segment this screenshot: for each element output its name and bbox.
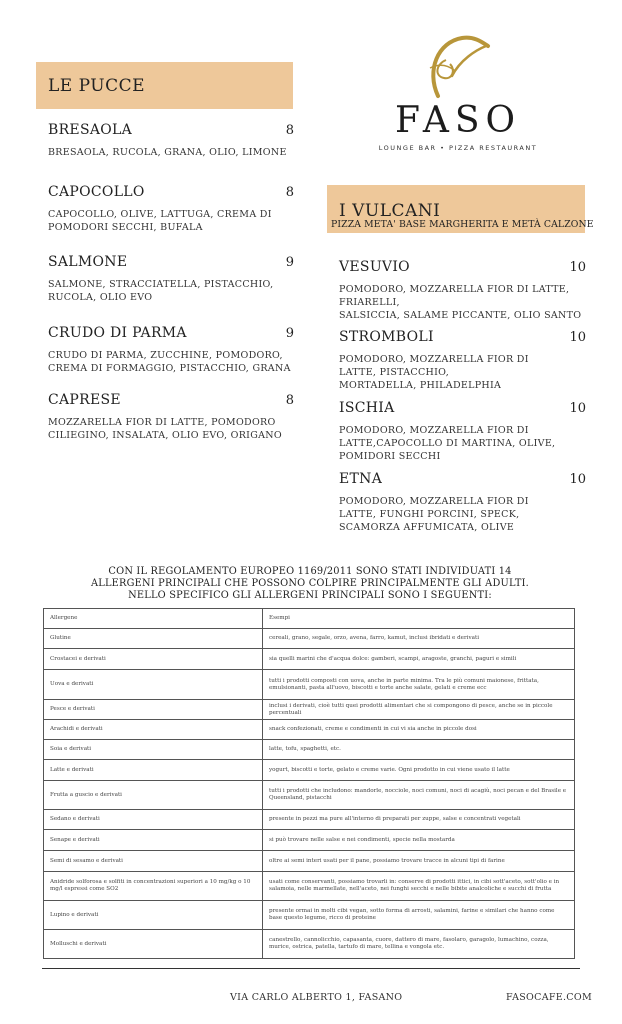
allergen-name: Uova e derivati [44, 670, 263, 700]
vulcani-item-desc: POMODORO, MOZZARELLA FIOR DI LATTE, FUNGHI PORCINI, SPECK, SCAMORZA AFFUMICATA, OLIVE [339, 496, 529, 533]
vulcani-item-name: VESUVIO [339, 259, 410, 275]
allergen-name: Lupino e derivati [44, 901, 263, 930]
pucce-item-desc: CRUDO DI PARMA, ZUCCHINE, POMODORO, CREMA DI FORMAGGIO, PISTACCHIO, GRANA [48, 350, 291, 374]
pucce-item-name: CRUDO DI PARMA [48, 325, 187, 341]
le-pucce-title: LE PUCCE [48, 76, 145, 96]
vulcani-item-desc: POMODORO, MOZZARELLA FIOR DI LATTE, FRIARELLI, SALSICCIA, SALAME PICCANTE, OLIO SANTO [339, 284, 582, 321]
pucce-item-price: 8 [285, 393, 294, 408]
allergen-examples: inclusi i derivati, cioè tutti quei prodotti alimentari che si compongono di pesce, anche se in piccole percentuali [263, 700, 575, 720]
pucce-item-desc: BRESAOLA, RUCOLA, GRANA, OLIO, LIMONE [48, 147, 287, 158]
pucce-item-price: 9 [285, 326, 294, 341]
allergen-name: Arachidi e derivati [44, 720, 263, 740]
allergen-name: Sedano e derivati [44, 810, 263, 830]
logo-name: FASO [394, 100, 522, 141]
pucce-item-desc: MOZZARELLA FIOR DI LATTE, POMODORO CILIEGINO, INSALATA, OLIO EVO, ORIGANO [48, 417, 282, 441]
allergen-examples: presente ormai in molti cibi vegan, sotto forma di arrosti, salamini, farine e similari che hanno come base questo legume, ricco di proteine [263, 901, 575, 930]
allergen-examples: sia quelli marini che d'acqua dolce: gamberi, scampi, aragoste, granchi, paguri e simili [263, 649, 575, 670]
pucce-item-desc: SALMONE, STRACCIATELLA, PISTACCHIO, RUCOLA, OLIO EVO [48, 279, 274, 303]
allergen-row [44, 629, 575, 649]
allergen-row [44, 740, 575, 760]
allergen-name: Glutine [44, 629, 263, 649]
allergens-header-examples: Esempi [263, 609, 575, 629]
allergen-examples: cereali, grano, segale, orzo, avena, farro, kamut, inclusi ibridati e derivati [263, 629, 575, 649]
allergen-examples: snack confezionati, creme e condimenti in cui vi sia anche in piccole dosi [263, 720, 575, 740]
allergen-row [44, 649, 575, 670]
allergen-row [44, 930, 575, 959]
allergen-name: Crostacei e derivati [44, 649, 263, 670]
vulcani-item-name: ISCHIA [339, 400, 395, 416]
allergen-name: Molluschi e derivati [44, 930, 263, 959]
allergen-name: Pesce e derivati [44, 700, 263, 720]
allergen-examples: presente in pezzi ma pure all'interno di preparati per zuppe, salse e concentrati vegetali [263, 810, 575, 830]
le-pucce-banner [36, 62, 293, 109]
allergens-table [43, 608, 575, 959]
allergen-examples: tutti i prodotti composti con uova, anche in parte minima. Tra le più comuni maionese, frittata, emulsionanti, pasta all'uovo, biscotti e torte anche salate, gelati e creme ecc [263, 670, 575, 700]
allergen-name: Semi di sesamo e derivati [44, 851, 263, 872]
footer-divider [42, 968, 580, 969]
allergens-header-row [44, 609, 575, 629]
vulcani-item-name: STROMBOLI [339, 329, 434, 345]
pucce-item-price: 9 [285, 255, 294, 270]
vulcani-item-desc: POMODORO, MOZZARELLA FIOR DI LATTE, PISTACCHIO, MORTADELLA, PHILADELPHIA [339, 354, 529, 391]
allergen-row [44, 670, 575, 700]
allergens-header-allergen: Allergene [44, 609, 263, 629]
allergen-name: Senape e derivati [44, 830, 263, 851]
vulcani-item-price: 10 [569, 401, 586, 416]
pucce-item-desc: CAPOCOLLO, OLIVE, LATTUGA, CREMA DI POMODORI SECCHI, BUFALA [48, 209, 272, 233]
pucce-item-name: CAPOCOLLO [48, 184, 145, 200]
vulcani-item-price: 10 [569, 260, 586, 275]
allergen-row [44, 810, 575, 830]
allergen-row [44, 851, 575, 872]
allergen-row [44, 700, 575, 720]
allergen-examples: tutti i prodotti che includono: mandorle, nocciole, noci comuni, noci di acagiù, noci pecan e del Brasile e Queensland, pistacchi [263, 781, 575, 810]
footer-website: FASOCAFE.COM [506, 992, 592, 1003]
allergen-name: Soia e derivati [44, 740, 263, 760]
vulcani-item-desc: POMODORO, MOZZARELLA FIOR DI LATTE,CAPOCOLLO DI MARTINA, OLIVE, POMIDORI SECCHI [339, 425, 556, 462]
vulcani-item-price: 10 [569, 330, 586, 345]
allergen-row [44, 872, 575, 901]
allergen-name: Anidride solforosa e solfiti in concentrazioni superiori a 10 mg/kg o 10 mg/l espressi come SO2 [44, 872, 263, 901]
allergen-examples: yogurt, biscotti e torte, gelato e creme varie. Ogni prodotto in cui viene usato il latte [263, 760, 575, 781]
allergen-examples: canestrello, cannolicchio, capasanta, cuore, dattero di mare, fasolaro, garagolo, lumachino, cozza, murice, ostrica, patella, tartufo di mare, tellina e vongola etc. [263, 930, 575, 959]
pucce-item-price: 8 [285, 123, 294, 138]
allergen-examples: oltre ai semi interi usati per il pane, possiamo trovare tracce in alcuni tipi di farine [263, 851, 575, 872]
faso-logo [378, 30, 538, 155]
vulcani-item-price: 10 [569, 472, 586, 487]
pucce-item-name: CAPRESE [48, 392, 121, 408]
allergen-row [44, 830, 575, 851]
allergen-row [44, 760, 575, 781]
footer-address: VIA CARLO ALBERTO 1, FASANO [230, 992, 403, 1003]
vulcani-item-name: ETNA [339, 471, 383, 487]
allergen-row [44, 781, 575, 810]
allergen-name: Latte e derivati [44, 760, 263, 781]
allergen-examples: si può trovare nelle salse e nei condimenti, specie nella mostarda [263, 830, 575, 851]
allergen-name: Frutta a guscio e derivati [44, 781, 263, 810]
vulcani-subtitle: PIZZA META' BASE MARGHERITA E METÀ CALZONE [331, 219, 594, 230]
pucce-item-price: 8 [285, 185, 294, 200]
pucce-item-name: SALMONE [48, 254, 128, 270]
pucce-item-name: BRESAOLA [48, 122, 133, 138]
logo-tagline: LOUNGE BAR • PIZZA RESTAURANT [378, 144, 538, 152]
vulcani-title: I VULCANI [339, 201, 441, 221]
allergen-examples: usati come conservanti, possiamo trovarli in: conserve di prodotti ittici, in cibi sott'aceto, sott'olio e in salamoia, nelle marmellate, nell'aceto, nei funghi secchi e nelle bibite analcoliche e succhi di frutta [263, 872, 575, 901]
allergens-intro: CON IL REGOLAMENTO EUROPEO 1169/2011 SONO STATI INDIVIDUATI 14 ALLERGENI PRINCIPALI CHE POSSONO COLPIRE PRINCIPALMENTE GLI ADULTI. NELLO SPECIFICO GLI ALLERGENI PRINCIPALI SONO I SEGUENTI: [91, 566, 529, 601]
allergen-examples: latte, tofu, spaghetti, etc. [263, 740, 575, 760]
allergen-row [44, 720, 575, 740]
faso-emblem-icon [416, 30, 496, 110]
allergen-row [44, 901, 575, 930]
vulcani-banner [327, 185, 594, 233]
